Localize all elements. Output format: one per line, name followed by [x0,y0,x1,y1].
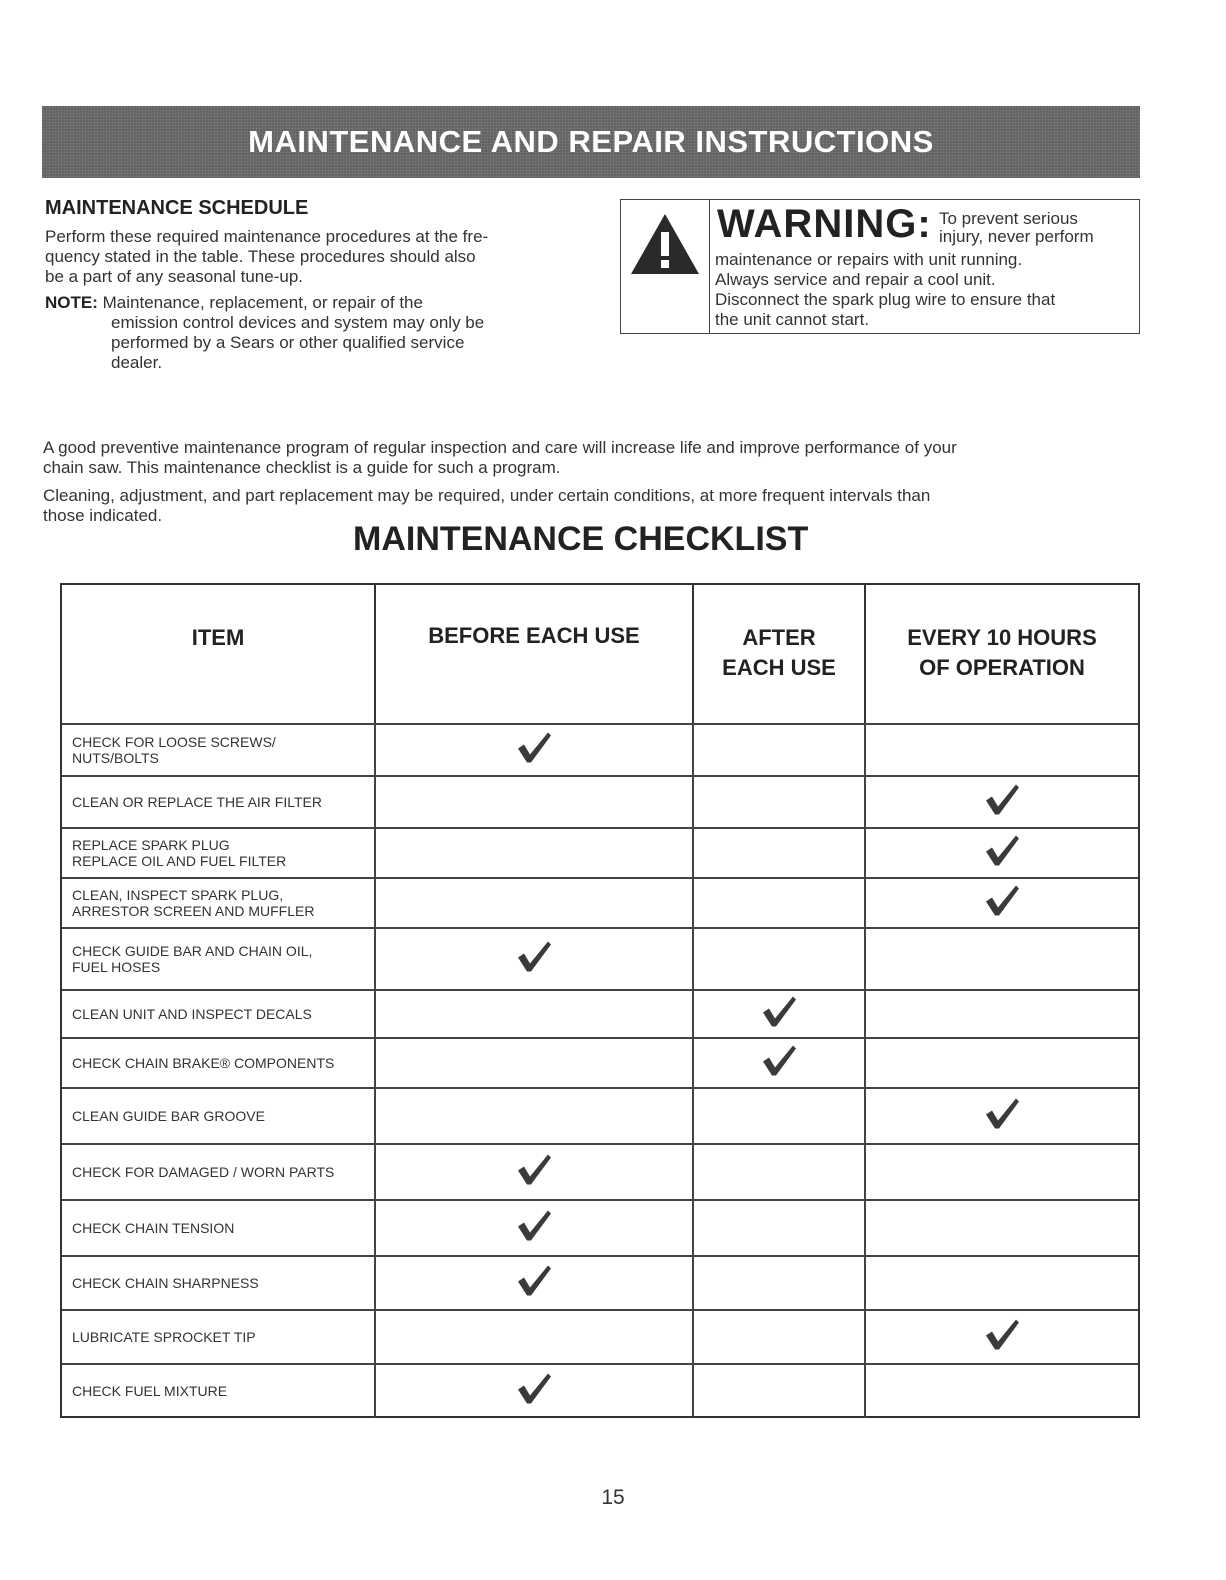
item-label: CHECK GUIDE BAR AND CHAIN OIL, FUEL HOSES [72,943,313,975]
after-cell [694,1311,866,1363]
before-cell [376,929,694,989]
schedule-line: be a part of any seasonal tune-up. [45,267,304,286]
warning-box [620,199,1140,334]
warning-word: WARNING: [717,202,932,246]
header-line: EACH USE [722,655,836,680]
item-label: CLEAN GUIDE BAR GROOVE [72,1108,265,1124]
checkmark-icon [984,1097,1020,1136]
before-cell [376,829,694,877]
item-label: CLEAN OR REPLACE THE AIR FILTER [72,794,322,810]
every10-cell [866,1145,1138,1199]
note-line: performed by a Sears or other qualified service [111,333,465,352]
maintenance-checklist-table [60,583,1140,1418]
checkmark-icon [516,1264,552,1303]
schedule-note [45,293,565,373]
checklist-title: MAINTENANCE CHECKLIST [353,520,809,558]
note-line: Maintenance, replacement, or repair of the [102,293,423,312]
checkmark-icon [516,1153,552,1192]
header-after-each-use [694,585,866,723]
checkmark-icon [984,1318,1020,1357]
warning-icon-cell [621,200,710,333]
checkmark-icon [516,731,552,770]
intro-line: A good preventive maintenance program of regular inspection and care will increase life and improve performance of your [43,438,957,457]
note-label: NOTE: [45,293,98,312]
item-label: CHECK FUEL MIXTURE [72,1383,228,1399]
table-row [62,1037,1138,1087]
item-cell [62,1145,376,1199]
item-label: CHECK CHAIN SHARPNESS [72,1275,259,1291]
every10-cell [866,1201,1138,1255]
after-cell [694,777,866,827]
warning-line: Disconnect the spark plug wire to ensure that [715,290,1056,309]
header-line: OF OPERATION [919,655,1085,680]
table-row [62,927,1138,989]
item-label: CHECK FOR DAMAGED / WORN PARTS [72,1164,335,1180]
checkmark-icon [761,995,797,1034]
checkmark-icon [516,1209,552,1248]
warning-triangle-icon [629,212,701,276]
table-row [62,989,1138,1037]
before-cell [376,1145,694,1199]
item-cell [62,725,376,775]
header-before-each-use [376,585,694,723]
item-label: CLEAN, INSPECT SPARK PLUG, ARRESTOR SCREEN AND MUFFLER [72,887,315,919]
item-label: REPLACE SPARK PLUG REPLACE OIL AND FUEL FILTER [72,837,287,869]
every10-cell [866,991,1138,1037]
before-cell [376,1257,694,1309]
item-cell [62,1311,376,1363]
every10-cell [866,777,1138,827]
item-label: CLEAN UNIT AND INSPECT DECALS [72,1006,312,1022]
item-cell [62,829,376,877]
item-label: CHECK FOR LOOSE SCREWS/ NUTS/BOLTS [72,734,276,766]
every10-cell [866,829,1138,877]
warning-lead-line: To prevent serious [939,209,1078,228]
table-row [62,1309,1138,1363]
checkmark-icon [761,1044,797,1083]
schedule-line: Perform these required maintenance procedures at the fre- [45,227,489,246]
every10-cell [866,1089,1138,1143]
warning-line: Always service and repair a cool unit. [715,270,996,289]
intro-paragraph-1 [43,438,1133,478]
after-cell [694,725,866,775]
item-label: CHECK CHAIN BRAKE® COMPONENTS [72,1055,335,1071]
schedule-title: MAINTENANCE SCHEDULE [45,197,309,219]
item-cell [62,1257,376,1309]
every10-cell [866,725,1138,775]
item-cell [62,1039,376,1087]
checkmark-icon [516,1372,552,1411]
header-line: BEFORE EACH USE [428,623,640,648]
checkmark-icon [984,834,1020,873]
before-cell [376,879,694,927]
intro-line: chain saw. This maintenance checklist is a guide for such a program. [43,458,561,477]
before-cell [376,777,694,827]
item-cell [62,1089,376,1143]
item-cell [62,879,376,927]
before-cell [376,1311,694,1363]
before-cell [376,991,694,1037]
table-row [62,1087,1138,1143]
every10-cell [866,1365,1138,1417]
before-cell [376,1365,694,1417]
checkmark-icon [516,940,552,979]
before-cell [376,1039,694,1087]
every10-cell [866,929,1138,989]
header-every-10-hours [866,585,1138,723]
intro-line: those indicated. [43,506,163,525]
after-cell [694,879,866,927]
section-banner [42,106,1140,178]
every10-cell [866,1311,1138,1363]
after-cell [694,1145,866,1199]
every10-cell [866,879,1138,927]
item-cell [62,1201,376,1255]
warning-text [715,250,1135,330]
page-number: 15 [601,1486,625,1509]
item-label: LUBRICATE SPROCKET TIP [72,1329,256,1345]
intro-line: Cleaning, adjustment, and part replacement may be required, under certain conditions, at more frequent intervals than [43,486,931,505]
after-cell [694,1365,866,1417]
before-cell [376,1089,694,1143]
after-cell [694,829,866,877]
before-cell [376,725,694,775]
after-cell [694,1089,866,1143]
schedule-body [45,227,565,287]
note-line: dealer. [111,353,163,372]
checkmark-icon [984,783,1020,822]
item-cell [62,991,376,1037]
table-row [62,1143,1138,1199]
after-cell [694,1039,866,1087]
header-item [62,585,376,723]
every10-cell [866,1039,1138,1087]
table-row [62,775,1138,827]
item-cell [62,1365,376,1417]
after-cell [694,1257,866,1309]
table-row [62,827,1138,877]
header-line: ITEM [191,625,245,650]
every10-cell [866,1257,1138,1309]
warning-lead [939,210,1094,246]
item-cell [62,929,376,989]
after-cell [694,929,866,989]
warning-lead-line: injury, never perform [939,227,1094,246]
note-line: emission control devices and system may only be [111,313,485,332]
table-row [62,723,1138,775]
item-label: CHECK CHAIN TENSION [72,1220,235,1236]
warning-line: the unit cannot start. [715,310,870,329]
checkmark-icon [984,884,1020,923]
header-line: AFTER [742,625,816,650]
warning-line: maintenance or repairs with unit running. [715,250,1023,269]
item-cell [62,777,376,827]
table-row [62,1255,1138,1309]
after-cell [694,991,866,1037]
table-row [62,1363,1138,1417]
after-cell [694,1201,866,1255]
table-row [62,1199,1138,1255]
before-cell [376,1201,694,1255]
schedule-line: quency stated in the table. These procedures should also [45,247,476,266]
header-line: EVERY 10 HOURS [907,625,1097,650]
banner-title: MAINTENANCE AND REPAIR INSTRUCTIONS [248,124,934,159]
table-row [62,877,1138,927]
